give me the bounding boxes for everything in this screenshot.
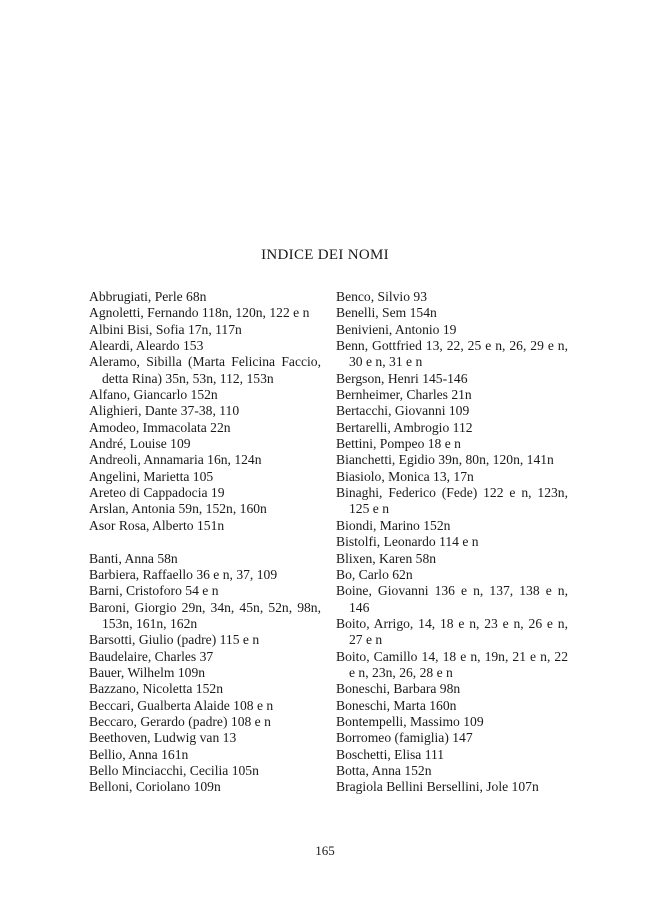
index-entry: Aleramo, Sibilla (Marta Felicina Faccio, detta Rina) 35n, 53n, 112, 153n	[89, 354, 321, 386]
index-entry: Benco, Silvio 93	[336, 289, 428, 304]
page-title: INDICE DEI NOMI	[261, 247, 389, 263]
index-entry: Bello Minciacchi, Cecilia 105n	[89, 762, 259, 778]
index-entry: Biasiolo, Monica 13, 17n	[336, 468, 474, 484]
index-entry: Bo, Carlo 62n	[336, 566, 413, 582]
index-entry: Blixen, Karen 58n	[336, 550, 437, 566]
index-entry: Beccaro, Gerardo (padre) 108 e n	[89, 713, 271, 729]
index-left-column	[89, 289, 321, 796]
index-entry: Bazzano, Nicoletta 152n	[89, 681, 223, 697]
index-entry: Boneschi, Barbara 98n	[336, 681, 461, 697]
index-entry: Arslan, Antonia 59n, 152n, 160n	[89, 501, 267, 517]
index-entry: Boneschi, Marta 160n	[336, 697, 457, 713]
index-entry: Bianchetti, Egidio 39n, 80n, 120n, 141n	[336, 452, 554, 468]
index-entry: André, Louise 109	[89, 436, 191, 452]
index-entry: Botta, Anna 152n	[336, 762, 432, 778]
index-entry: Barsotti, Giulio (padre) 115 e n	[89, 632, 260, 648]
index-entry: Bertarelli, Ambrogio 112	[336, 419, 473, 435]
index-entry: Barbiera, Raffaello 36 e n, 37, 109	[89, 566, 278, 582]
index-entry: Amodeo, Immacolata 22n	[89, 419, 231, 435]
index-entry: Areteo di Cappadocia 19	[89, 485, 225, 501]
index-entry: Benn, Gottfried 13, 22, 25 e n, 26, 29 e n, 30 e n, 31 e n	[336, 338, 568, 370]
index-entry: Bellio, Anna 161n	[89, 746, 189, 762]
index-entry: Bauer, Wilhelm 109n	[89, 664, 206, 680]
index-entry: Biondi, Marino 152n	[336, 517, 451, 533]
index-entry: Beethoven, Ludwig van 13	[89, 730, 237, 746]
index-entry: Bistolfi, Leonardo 114 e n	[336, 534, 479, 550]
index-entry: Bernheimer, Charles 21n	[336, 387, 472, 403]
index-entry: Alighieri, Dante 37-38, 110	[89, 403, 240, 419]
index-entry: Binaghi, Federico (Fede) 122 e n, 123n, 125 e n	[336, 485, 568, 517]
index-entry: Abbrugiati, Perle 68n	[89, 289, 207, 304]
index-entry: Borromeo (famiglia) 147	[336, 730, 473, 746]
index-entry: Baroni, Giorgio 29n, 34n, 45n, 52n, 98n, 153n, 161n, 162n	[89, 599, 321, 631]
index-entry: Belloni, Coriolano 109n	[89, 779, 221, 795]
index-entry: Boito, Camillo 14, 18 e n, 19n, 21 e n, 22 e n, 23n, 26, 28 e n	[336, 648, 568, 680]
index-entry: Boito, Arrigo, 14, 18 e n, 23 e n, 26 e n, 27 e n	[336, 615, 568, 648]
page-number: 165	[315, 843, 335, 858]
index-entry: Banti, Anna 58n	[89, 550, 178, 566]
index-entry: Bergson, Henri 145-146	[336, 370, 468, 386]
index-right-column	[336, 289, 568, 796]
index-entry: Asor Rosa, Alberto 151n	[89, 517, 225, 533]
index-entry: Bettini, Pompeo 18 e n	[336, 436, 461, 452]
index-entry: Benivieni, Antonio 19	[336, 321, 457, 337]
index-entry: Baudelaire, Charles 37	[89, 648, 214, 664]
index-entry: Angelini, Marietta 105	[89, 468, 214, 484]
index-entry: Boine, Giovanni 136 e n, 137, 138 e n, 146	[336, 583, 568, 615]
index-entry: Barni, Cristoforo 54 e n	[89, 583, 219, 599]
index-entry: Aleardi, Aleardo 153	[89, 338, 204, 354]
index-entry: Benelli, Sem 154n	[336, 305, 437, 321]
index-entry: Boschetti, Elisa 111	[336, 746, 445, 762]
index-entry: Agnoletti, Fernando 118n, 120n, 122 e n	[89, 305, 310, 321]
index-entry: Bontempelli, Massimo 109	[336, 713, 484, 729]
index-entry: Andreoli, Annamaria 16n, 124n	[89, 452, 262, 468]
index-entry: Bragiola Bellini Bersellini, Jole 107n	[336, 779, 539, 795]
index-entry: Beccari, Gualberta Alaide 108 e n	[89, 697, 274, 713]
index-entry: Bertacchi, Giovanni 109	[336, 403, 470, 419]
index-entry: Alfano, Giancarlo 152n	[89, 387, 218, 403]
index-entry: Albini Bisi, Sofia 17n, 117n	[89, 321, 242, 337]
